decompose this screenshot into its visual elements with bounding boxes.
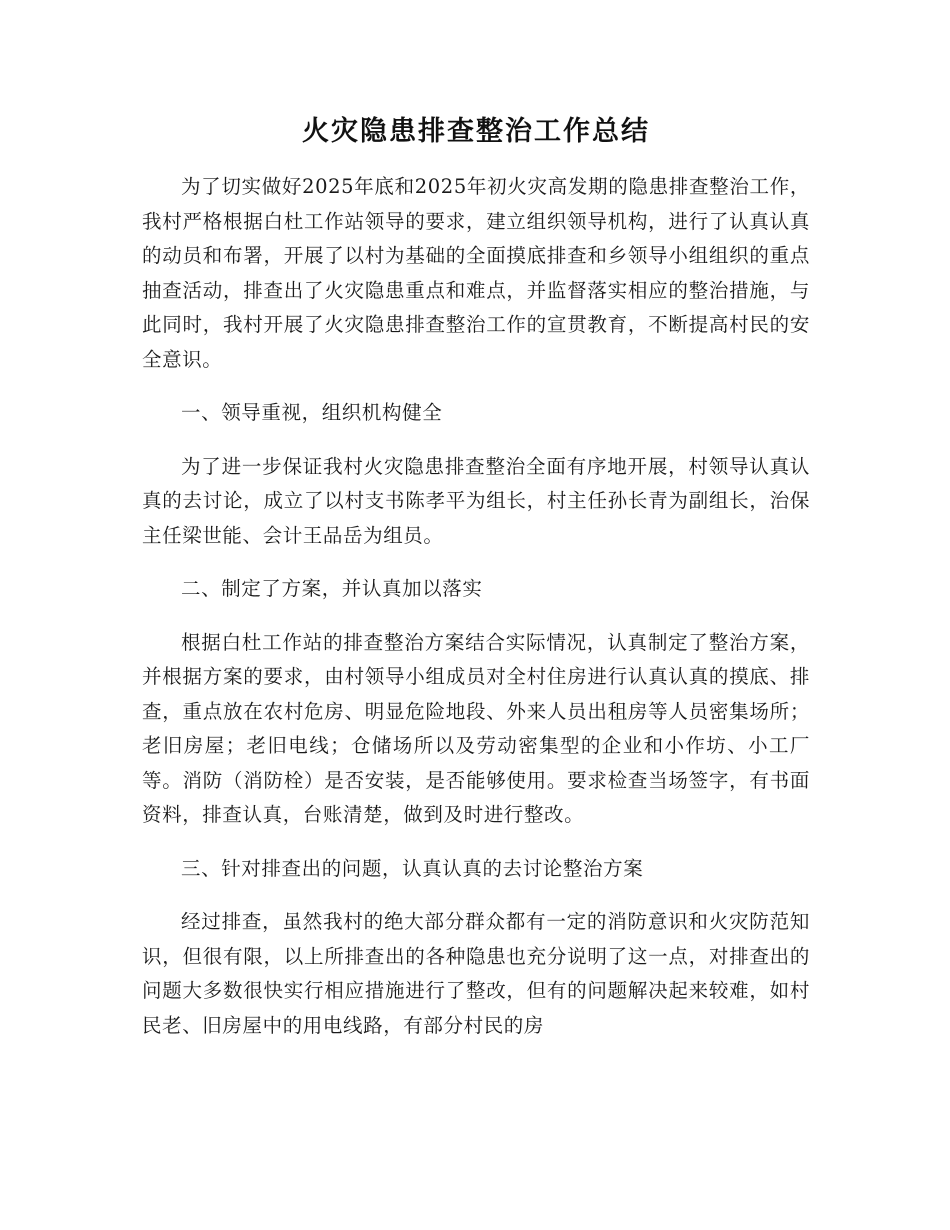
section-heading-1: 一、领导重视，组织机构健全 xyxy=(181,401,443,424)
section-heading-2: 二、制定了方案，并认真加以落实 xyxy=(181,577,483,600)
document-title: 火灾隐患排查整治工作总结 xyxy=(302,116,650,147)
section-1-paragraph: 为了进一步保证我村火灾隐患排查整治全面有序地开展，村领导认真认真的去讨论，成立了以村支书陈孝平为组长，村主任孙长青为副组长，治保主任梁世能、会计王品岳为组员。 xyxy=(142,454,810,547)
section-heading-3: 三、针对排查出的问题，认真认真的去讨论整治方案 xyxy=(181,856,644,880)
intro-paragraph: 为了切实做好2025年底和2025年初火灾高发期的隐患排查整治工作，我村严格根据白杜工作站领导的要求，建立组织领导机构，进行了认真认真的动员和布署，开展了以村为基础的全面摸底排查和乡领导小组组织的重点抽查活动，排查出了火灾隐患重点和难点，并监督落实相应的整治措施，与此同时，我村开展了火灾隐患排查整治工作的宣贯教育，不断提高村民的安全意识。 xyxy=(142,175,810,371)
section-2-paragraph: 根据白杜工作站的排查整治方案结合实际情况，认真制定了整治方案，并根据方案的要求，由村领导小组成员对全村住房进行认真认真的摸底、排查，重点放在农村危房、明显危险地段、外来人员出租房等人员密集场所；老旧房屋；老旧电线；仓储场所以及劳动密集型的企业和小作坊、小工厂等。消防（消防栓）是否安装，是否能够使用。要求检查当场签字，有书面资料，排查认真，台账清楚，做到及时进行整改。 xyxy=(142,630,810,826)
section-3-paragraph: 经过排查，虽然我村的绝大部分群众都有一定的消防意识和火灾防范知识，但很有限，以上所排查出的各种隐患也充分说明了这一点，对排查出的问题大多数很快实行相应措施进行了整改，但有的问题解决起来较难，如村民老、旧房屋中的用电线路，有部分村民的房 xyxy=(142,910,810,1037)
document-page xyxy=(142,112,810,1062)
